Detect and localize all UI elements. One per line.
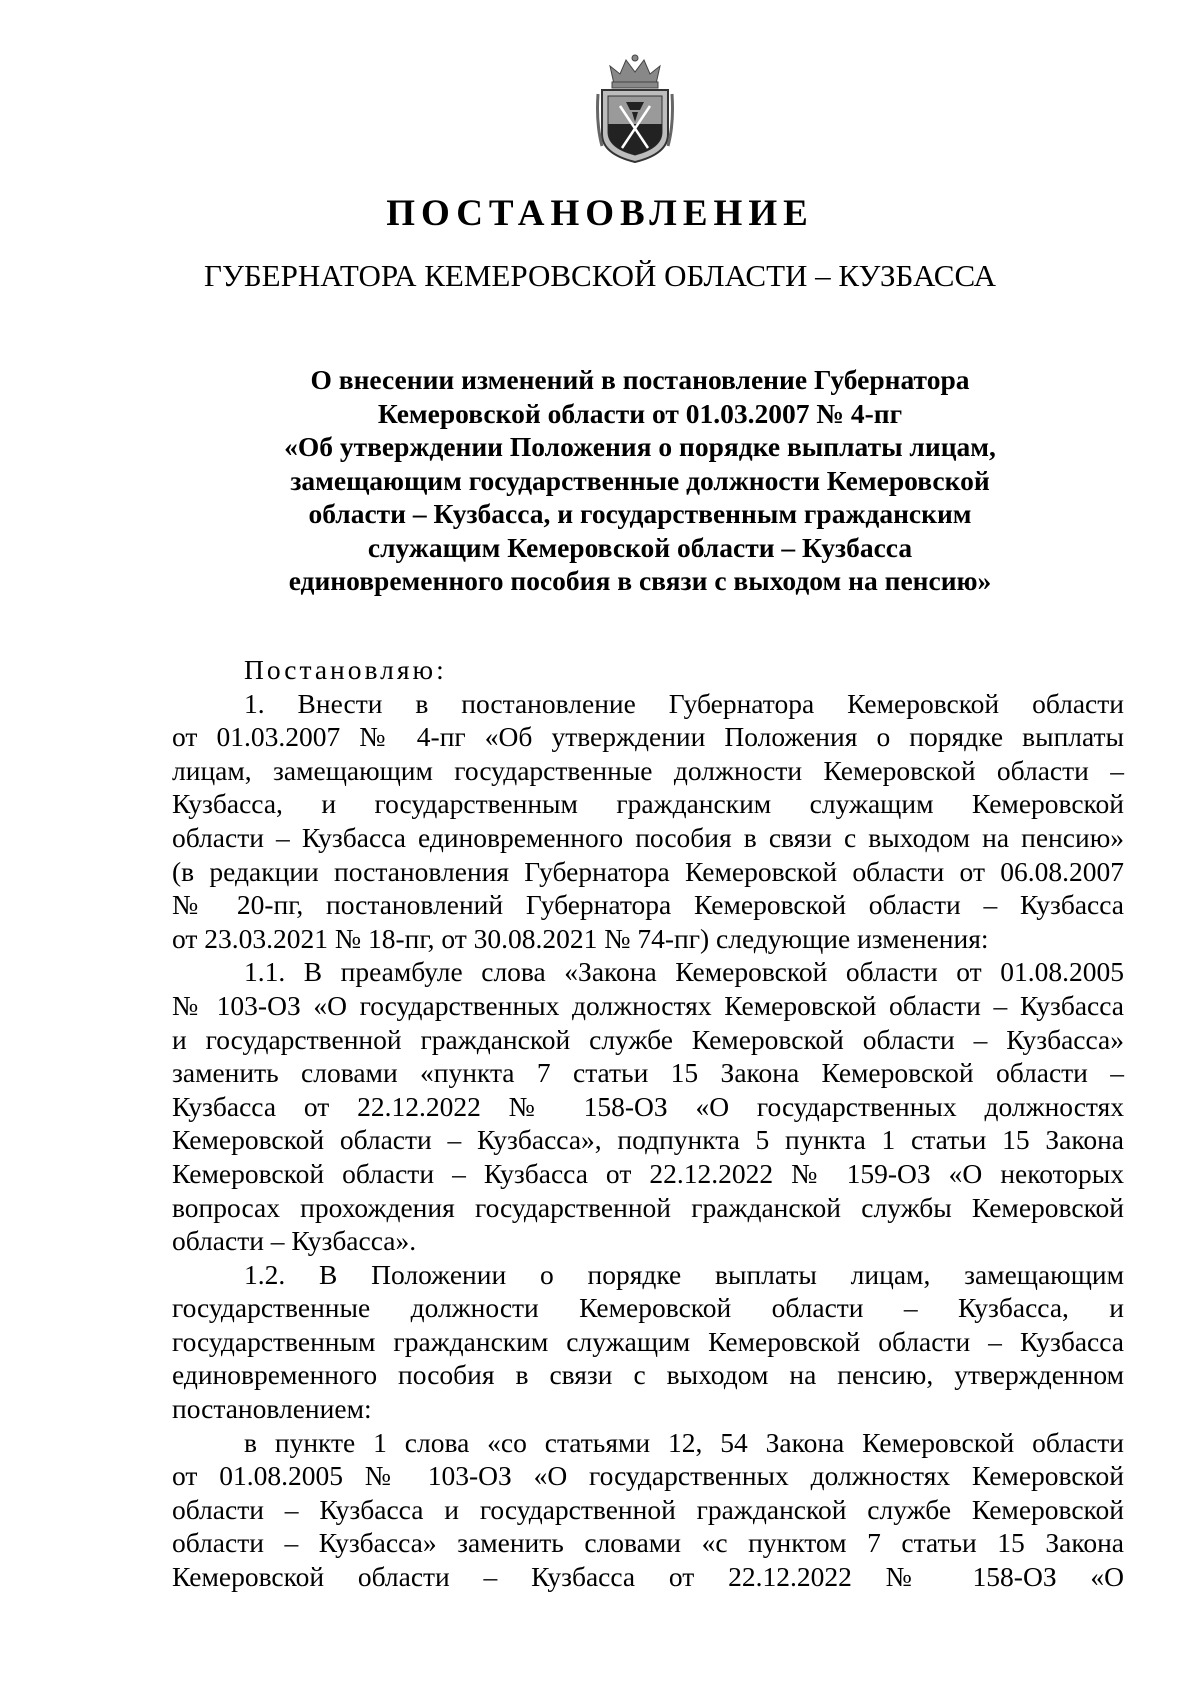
body-line: области – Кузбасса» заменить словами «с пунктом 7 статьи 15 Закона bbox=[172, 1527, 1124, 1559]
issuer-title: ГУБЕРНАТОРА КЕМЕРОВСКОЙ ОБЛАСТИ – КУЗБАССА bbox=[204, 258, 996, 293]
body-line: № 20-пг, постановлений Губернатора Кемеровской области – Кузбасса bbox=[172, 889, 1124, 921]
body-line: области – Кузбасса единовременного пособия в связи с выходом на пенсию» bbox=[172, 821, 1124, 853]
subject-line: служащим Кемеровской области – Кузбасса bbox=[367, 531, 913, 563]
body-line: государственным гражданским служащим Кемеровской области – Кузбасса bbox=[172, 1325, 1124, 1357]
subject-line: «Об утверждении Положения о порядке выплаты лицам, bbox=[284, 431, 996, 462]
body-line: единовременного пособия в связи с выходом на пенсию, утвержденном bbox=[172, 1359, 1124, 1391]
body-line: (в редакции постановления Губернатора Кемеровской области от 06.08.2007 bbox=[172, 855, 1124, 887]
subject-line: замещающим государственные должности Кемеровской bbox=[290, 464, 990, 496]
body-line: 1.2. В Положении о порядке выплаты лицам, замещающим bbox=[244, 1258, 1124, 1290]
body-line: от 01.08.2005 № 103-ОЗ «О государственных должностях Кемеровской bbox=[172, 1460, 1124, 1492]
body-line: 1. Внести в постановление Губернатора Кемеровской области bbox=[244, 687, 1124, 719]
body-line: Кузбасса, и государственным гражданским служащим Кемеровской bbox=[172, 788, 1124, 820]
body-line: области – Кузбасса и государственной гражданской службе Кемеровской bbox=[172, 1493, 1124, 1525]
body-line: № 103-ОЗ «О государственных должностях Кемеровской области – Кузбасса bbox=[172, 989, 1124, 1021]
subject-line: Кемеровской области от 01.03.2007 № 4-пг bbox=[377, 397, 903, 429]
body-line: лицам, замещающим государственные должности Кемеровской области – bbox=[172, 754, 1124, 786]
body-line: вопросах прохождения государственной гражданской службы Кемеровской bbox=[172, 1191, 1124, 1223]
body-line: постановлением: bbox=[172, 1393, 372, 1425]
body-line: в пункте 1 слова «со статьями 12, 54 Закона Кемеровской области bbox=[244, 1426, 1124, 1458]
body-line: Кузбасса от 22.12.2022 № 158-ОЗ «О государственных должностях bbox=[172, 1090, 1124, 1122]
document-body bbox=[172, 653, 1124, 1594]
body-line: от 01.03.2007 № 4-пг «Об утверждении Положения о порядке выплаты bbox=[172, 721, 1124, 753]
document-type-title: ПОСТАНОВЛЕНИЕ bbox=[386, 193, 814, 234]
body-line: Кемеровской области – Кузбасса от 22.12.2022 № 158-ОЗ «О bbox=[172, 1561, 1124, 1593]
subject-line: области – Кузбасса, и государственным гражданским bbox=[308, 498, 972, 529]
body-line: заменить словами «пункта 7 статьи 15 Закона Кемеровской области – bbox=[172, 1057, 1124, 1089]
body-line: государственные должности Кемеровской области – Кузбасса, и bbox=[172, 1292, 1124, 1324]
document-subject bbox=[230, 363, 1050, 598]
body-line: области – Кузбасса». bbox=[172, 1225, 417, 1257]
subject-line: О внесении изменений в постановление Губернатора bbox=[310, 364, 970, 395]
body-line: от 23.03.2021 № 18-пг, от 30.08.2021 № 74-пг) следующие изменения: bbox=[172, 922, 989, 954]
body-line: и государственной гражданской службе Кемеровской области – Кузбасса» bbox=[172, 1023, 1124, 1055]
body-line: Кемеровской области – Кузбасса», подпункта 5 пункта 1 статьи 15 Закона bbox=[172, 1124, 1124, 1156]
body-line: Кемеровской области – Кузбасса от 22.12.2022 № 159-ОЗ «О некоторых bbox=[172, 1157, 1124, 1189]
subject-line: единовременного пособия в связи с выходом на пенсию» bbox=[288, 565, 992, 596]
coat-of-arms-icon bbox=[596, 54, 674, 164]
body-line: 1.1. В преамбуле слова «Закона Кемеровской области от 01.08.2005 bbox=[244, 956, 1124, 988]
decree-word: Постановляю: bbox=[244, 654, 447, 685]
